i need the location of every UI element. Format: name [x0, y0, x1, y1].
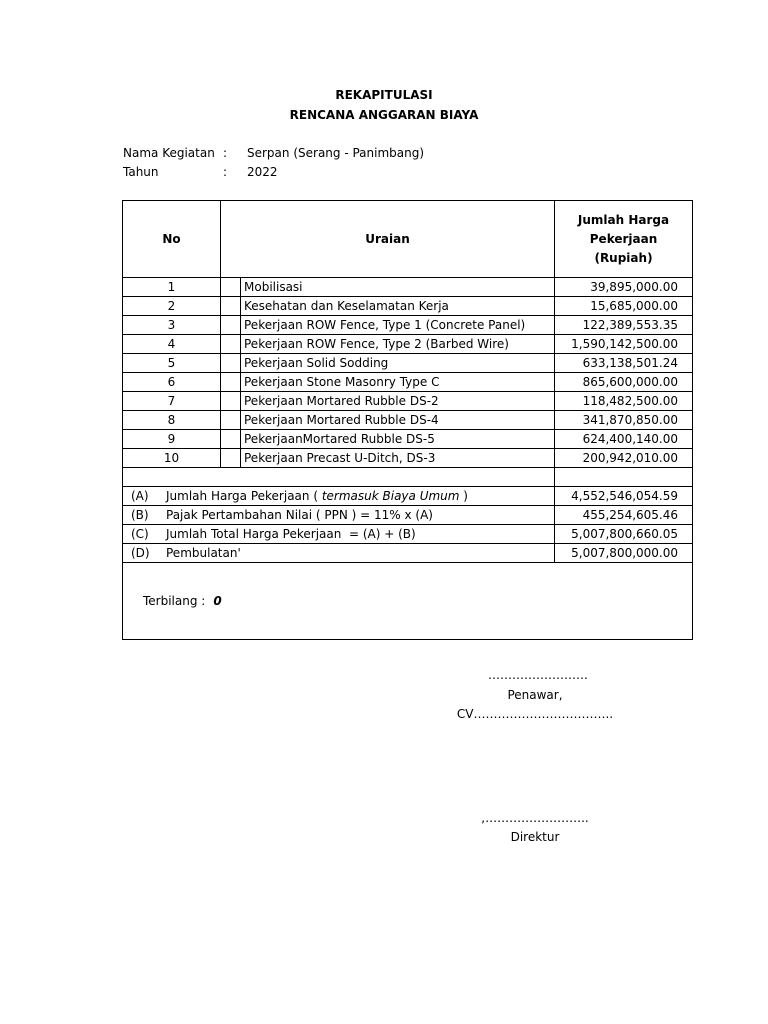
row-jumlah: 118,482,500.00 [555, 392, 693, 411]
summary-value: 455,254,605.46 [555, 506, 693, 525]
row-uraian: Pekerjaan Precast U-Ditch, DS-3 [241, 449, 555, 468]
row-no: 8 [123, 411, 221, 430]
summary-label-post: ) [459, 489, 468, 503]
row-spacer [221, 411, 241, 430]
row-spacer [221, 373, 241, 392]
sign-company: CV…………………………….. [456, 707, 614, 721]
summary-value: 5,007,800,660.05 [555, 525, 693, 544]
table-row [123, 373, 693, 392]
tahun-sep: : [223, 165, 228, 179]
summary-label-cell [123, 506, 555, 525]
col-jumlah-header: Jumlah Harga Pekerjaan (Rupiah) [555, 201, 693, 278]
table-row [123, 430, 693, 449]
row-no: 6 [123, 373, 221, 392]
table-row [123, 449, 693, 468]
row-spacer [221, 430, 241, 449]
col-uraian-header: Uraian [221, 201, 555, 278]
summary-value: 4,552,546,054.59 [555, 487, 693, 506]
summary-row [123, 544, 693, 563]
table-row [123, 297, 693, 316]
summary-label: Pajak Pertambahan Nilai ( PPN ) = 11% x (A) [166, 508, 433, 522]
blank-row [123, 468, 693, 487]
terbilang-value: 0 [213, 594, 222, 608]
table-row [123, 411, 693, 430]
summary-row [123, 487, 693, 506]
row-no: 1 [123, 278, 221, 297]
row-spacer [221, 392, 241, 411]
row-uraian: Kesehatan dan Keselamatan Kerja [241, 297, 555, 316]
row-spacer [221, 297, 241, 316]
row-jumlah: 865,600,000.00 [555, 373, 693, 392]
doc-title: REKAPITULASI [335, 88, 433, 102]
summary-label-cell [123, 487, 555, 506]
row-no: 9 [123, 430, 221, 449]
terbilang-row [123, 563, 693, 640]
summary-code: (A) [131, 489, 149, 503]
table-row [123, 316, 693, 335]
summary-label: Jumlah Total Harga Pekerjaan = (A) + (B) [166, 527, 416, 541]
table-row [123, 354, 693, 373]
summary-label-italic: termasuk Biaya Umum [321, 489, 460, 503]
row-spacer [221, 354, 241, 373]
row-uraian: Pekerjaan ROW Fence, Type 2 (Barbed Wire) [241, 335, 555, 354]
kegiatan-sep: : [223, 146, 228, 160]
row-uraian: Mobilisasi [241, 278, 555, 297]
blank-cell [123, 468, 555, 487]
row-spacer [221, 335, 241, 354]
row-jumlah: 200,942,010.00 [555, 449, 693, 468]
row-no: 5 [123, 354, 221, 373]
sign-penawar: Penawar, [507, 688, 563, 702]
row-uraian: Pekerjaan Mortared Rubble DS-2 [241, 392, 555, 411]
summary-label: Pembulatan' [166, 546, 241, 560]
table-row [123, 278, 693, 297]
sign-position: Direktur [510, 830, 560, 844]
row-jumlah: 341,870,850.00 [555, 411, 693, 430]
row-uraian: Pekerjaan Solid Sodding [241, 354, 555, 373]
summary-code: (D) [131, 546, 150, 560]
summary-value: 5,007,800,000.00 [555, 544, 693, 563]
blank-cell [555, 468, 693, 487]
sign-place-date: ……………………. [488, 668, 588, 682]
row-no: 3 [123, 316, 221, 335]
row-jumlah: 122,389,553.35 [555, 316, 693, 335]
summary-label: Jumlah Harga Pekerjaan ( [166, 489, 322, 503]
table-row [123, 335, 693, 354]
summary-code: (B) [131, 508, 149, 522]
row-jumlah: 624,400,140.00 [555, 430, 693, 449]
sign-name: ,…………………….. [481, 811, 589, 825]
table-header-row [123, 201, 693, 278]
row-no: 7 [123, 392, 221, 411]
row-jumlah: 15,685,000.00 [555, 297, 693, 316]
row-no: 10 [123, 449, 221, 468]
row-uraian: Pekerjaan Stone Masonry Type C [241, 373, 555, 392]
terbilang-label: Terbilang : [143, 594, 206, 608]
row-uraian: Pekerjaan Mortared Rubble DS-4 [241, 411, 555, 430]
row-spacer [221, 316, 241, 335]
kegiatan-label: Nama Kegiatan [123, 146, 215, 160]
row-jumlah: 39,895,000.00 [555, 278, 693, 297]
col-no-header: No [123, 201, 221, 278]
row-no: 2 [123, 297, 221, 316]
summary-code: (C) [131, 527, 149, 541]
row-uraian: PekerjaanMortared Rubble DS-5 [241, 430, 555, 449]
kegiatan-value: Serpan (Serang - Panimbang) [247, 146, 425, 160]
row-spacer [221, 449, 241, 468]
row-uraian: Pekerjaan ROW Fence, Type 1 (Concrete Panel) [241, 316, 555, 335]
row-no: 4 [123, 335, 221, 354]
row-jumlah: 633,138,501.24 [555, 354, 693, 373]
summary-label-cell [123, 525, 555, 544]
table-row [123, 392, 693, 411]
summary-label-cell [123, 544, 555, 563]
row-jumlah: 1,590,142,500.00 [555, 335, 693, 354]
tahun-label: Tahun [123, 165, 159, 179]
rab-table [122, 200, 693, 640]
tahun-value: 2022 [247, 165, 278, 179]
row-spacer [221, 278, 241, 297]
summary-row [123, 506, 693, 525]
summary-row [123, 525, 693, 544]
doc-subtitle: RENCANA ANGGARAN BIAYA [289, 108, 479, 122]
terbilang-cell [123, 563, 693, 640]
